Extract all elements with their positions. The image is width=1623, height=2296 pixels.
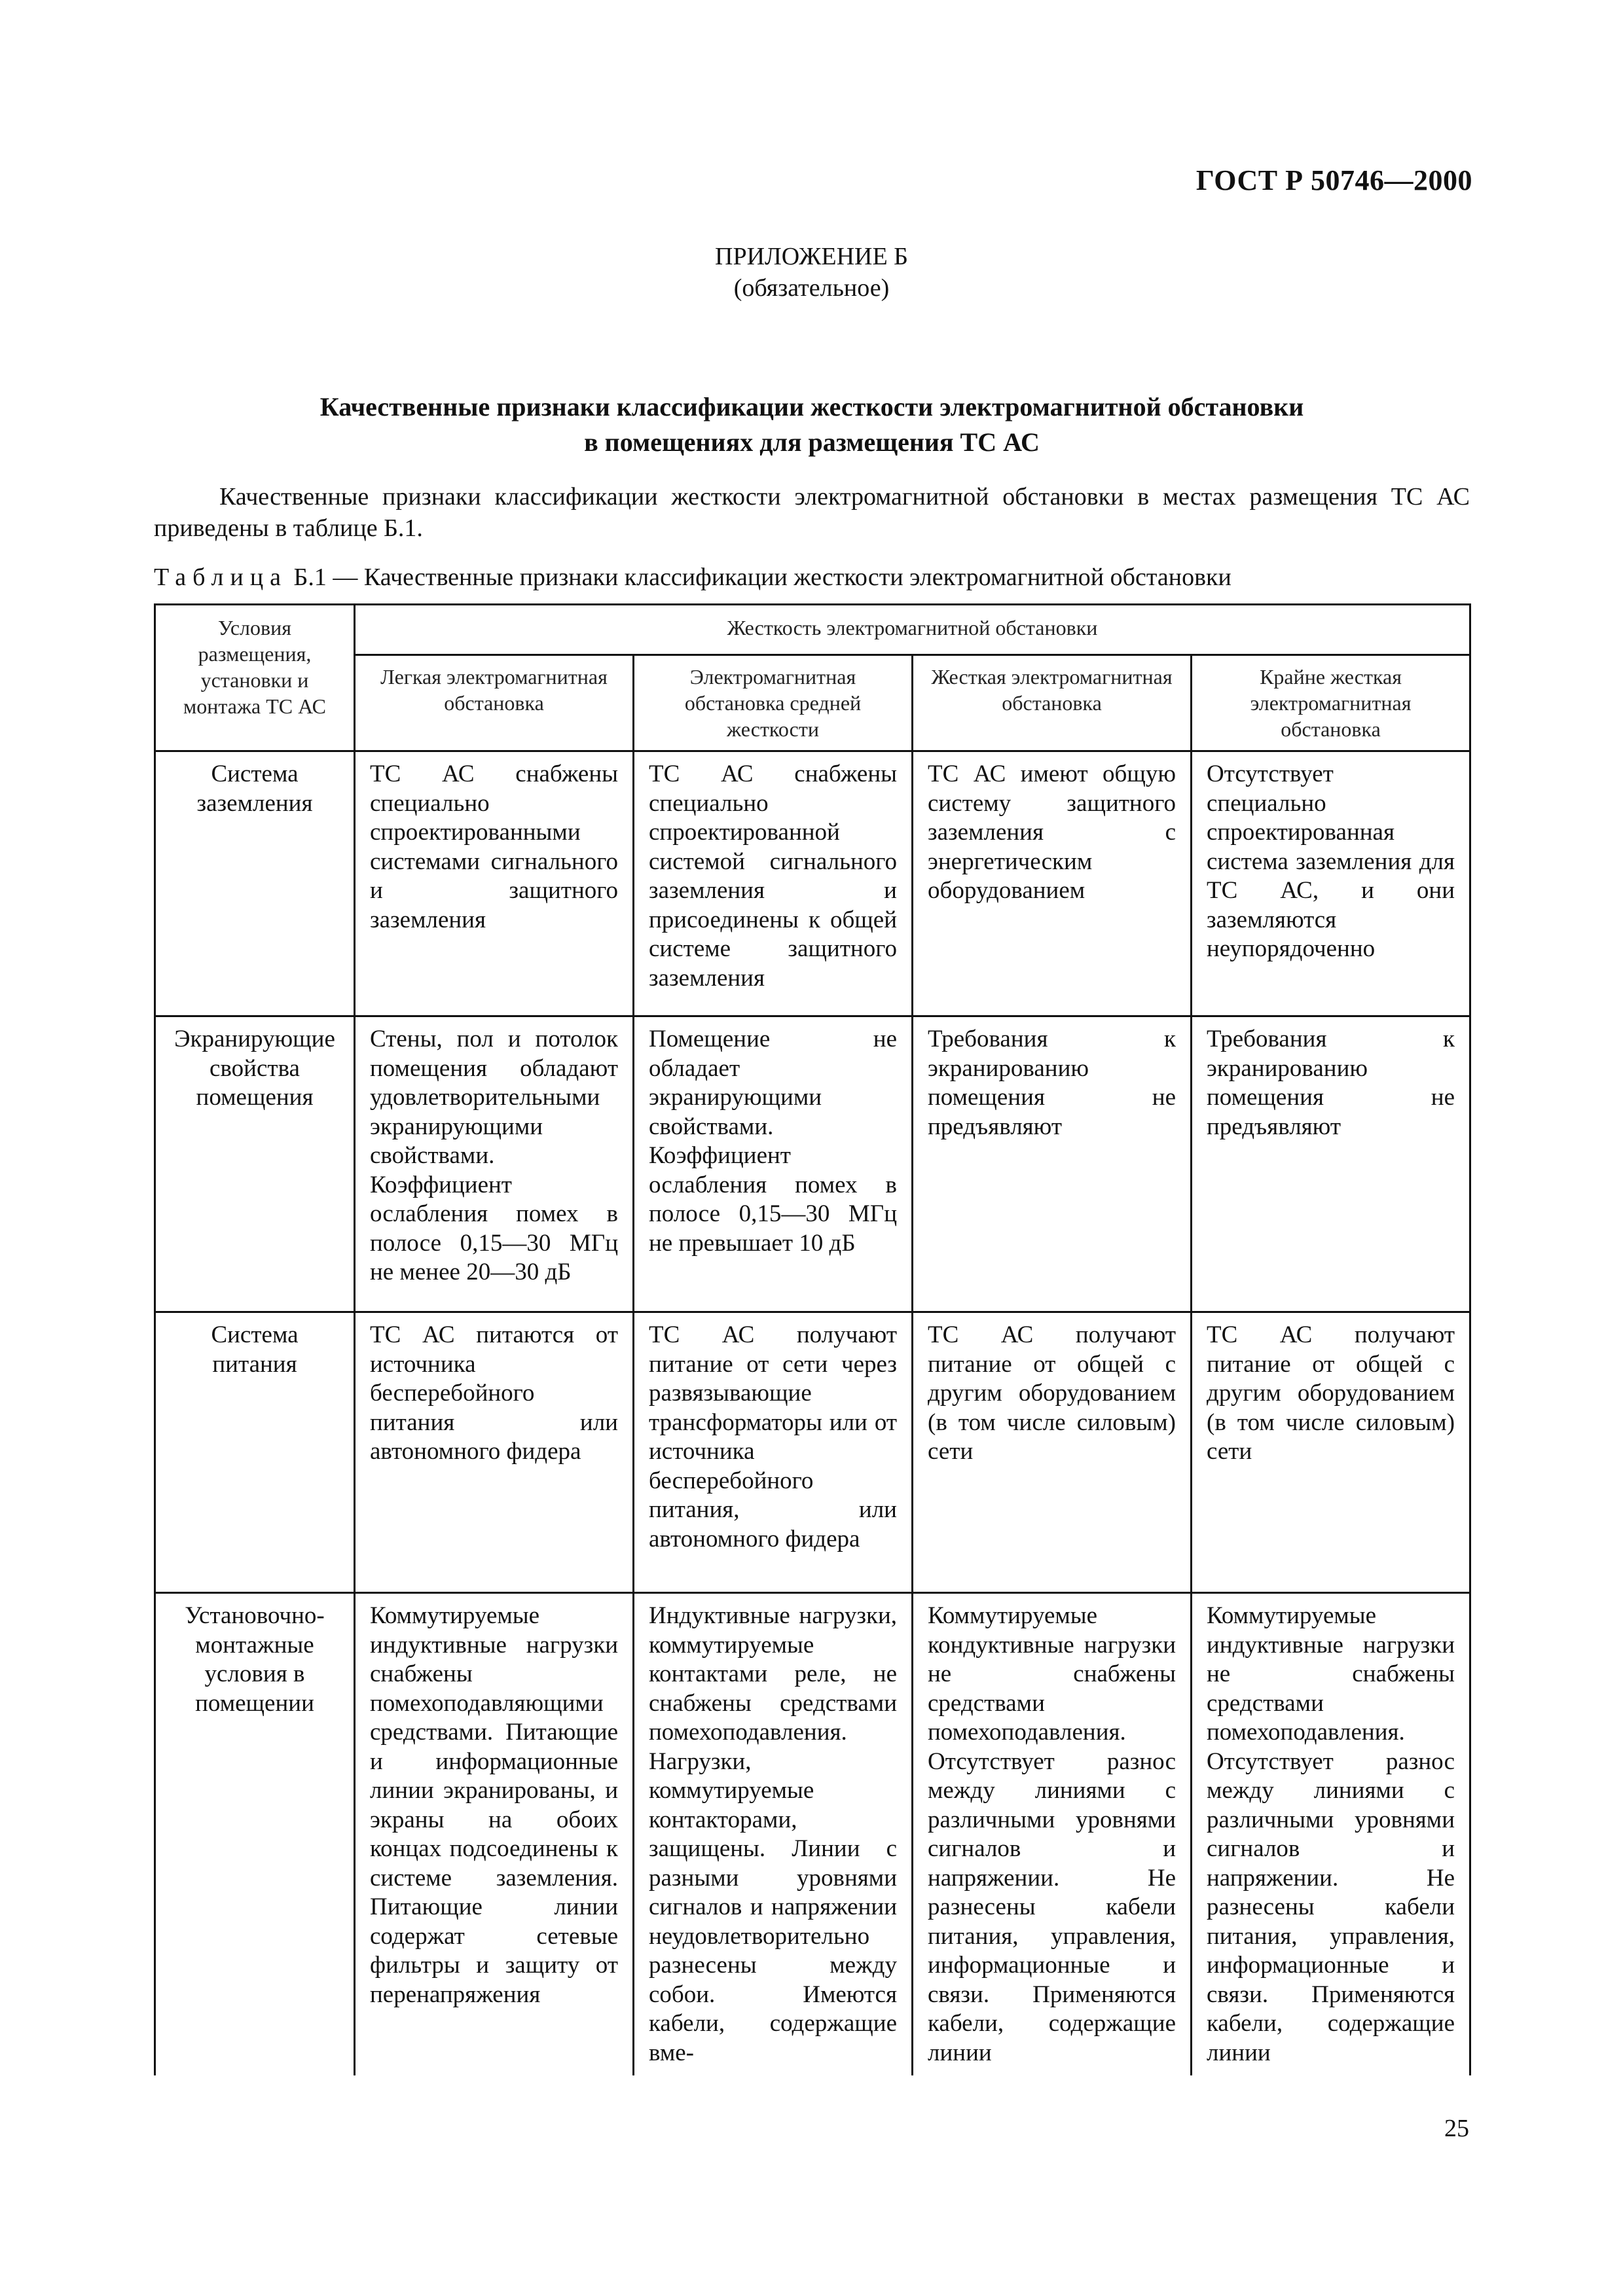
header-col-medium: Электромагнитная обстановка средней жесткости: [634, 655, 913, 751]
section-title: [236, 389, 1388, 460]
table-cell: Индуктивные нагрузки, коммутируемые контактами реле, не снабжены средствами помехоподавления. Нагрузки, коммутируемые контакторами, защищены. Линии с разными уровнями сигналов и напряжении неудовлетворительно разнесены между собои. Имеются кабели, содержащие вме-: [634, 1593, 913, 2076]
appendix-heading: [0, 241, 1623, 304]
intro-paragraph: Качественные признаки классификации жесткости электромагнитной обстановки в местах размещения ТС АС приведены в таблице Б.1.: [154, 483, 1470, 542]
table-row: [155, 1312, 1470, 1593]
section-title-line-2: в помещениях для размещения ТС АС: [584, 427, 1040, 457]
table-header-row-1: [155, 605, 1470, 655]
table-cell: Отсутствует специально спроектированная система заземления для ТС АС, и они заземляются неупорядоченно: [1192, 751, 1470, 1016]
section-title-line-1: Качественные признаки классификации жесткости электромагнитной обстановки: [319, 392, 1304, 422]
document-code: ГОСТ Р 50746—2000: [1195, 164, 1472, 196]
row-condition: Система питания: [155, 1312, 355, 1593]
row-condition: Экранирующие свойства помещения: [155, 1016, 355, 1312]
table-caption-text: Б.1 — Качественные признаки классификации жесткости электромагнитной обстановки: [287, 564, 1231, 591]
table-cell: Помещение не обладает экранирующими свойствами. Коэффициент ослабления помех в полосе 0,15—30 МГц не превышает 10 дБ: [634, 1016, 913, 1312]
classification-table: [154, 603, 1471, 2075]
table-cell: Коммутируемые индуктивные нагрузки не снабжены средствами помехоподавления. Отсутствует разнос между линиями с различными уровнями сигналов и напряжении. Не разнесены кабели питания, управления, информационные и связи. Применяются кабели, содержащие линии: [1192, 1593, 1470, 2076]
appendix-title: ПРИЛОЖЕНИЕ Б: [715, 243, 908, 270]
table-cell: ТС АС снабжены специально спроектированными системами сигнального и защитного заземления: [355, 751, 634, 1016]
table-cell: ТС АС питаются от источника бесперебойного питания или автономного фидера: [355, 1312, 634, 1593]
table-cell: Стены, пол и потолок помещения обладают удовлетворительными экранирующими свойствами. Коэффициент ослабления помех в полосе 0,15—30 МГц не менее 20—30 дБ: [355, 1016, 634, 1312]
header-col-light: Легкая электромагнитная обстановка: [355, 655, 634, 751]
table-caption-label: Таблица: [154, 564, 288, 591]
table-cell: Коммутируемые кондуктивные нагрузки не снабжены средствами помехоподавления. Отсутствует разнос между линиями с различными уровнями сигналов и напряжении. Не разнесены кабели питания, управления, информационные и связи. Применяются кабели, содержащие линии: [913, 1593, 1192, 2076]
header-col-extreme: Крайне жесткая электромагнитная обстановка: [1192, 655, 1470, 751]
table-caption: [154, 562, 1470, 593]
appendix-annotation: (обязательное): [733, 274, 890, 302]
table-cell: ТС АС имеют общую систему защитного заземления с энергетическим оборудованием: [913, 751, 1192, 1016]
table-cell: ТС АС получают питание от общей с другим оборудованием (в том числе силовым) сети: [1192, 1312, 1470, 1593]
table-row: [155, 751, 1470, 1016]
table-cell: ТС АС снабжены специально спроектированной системой сигнального заземления и присоединены к общей системе защитного заземления: [634, 751, 913, 1016]
table-cell: ТС АС получают питание от сети через развязывающие трансформаторы или от источника бесперебойного питания, или автономного фидера: [634, 1312, 913, 1593]
table-cell: Коммутируемые индуктивные нагрузки снабжены помехоподавляющими средствами. Питающие и информационные линии экранированы, и экраны на обоих концах подсоединены к системе заземления. Питающие линии содержат сетевые фильтры и защиту от перенапряжения: [355, 1593, 634, 2076]
table-cell: Требования к экранированию помещения не предъявляют: [1192, 1016, 1470, 1312]
header-conditions: Условия размещения, установки и монтажа ТС АС: [155, 605, 355, 751]
row-condition: Установочно-монтажные условия в помещении: [155, 1593, 355, 2076]
header-group: Жесткость электромагнитной обстановки: [355, 605, 1470, 655]
table-cell: ТС АС получают питание от общей с другим оборудованием (в том числе силовым) сети: [913, 1312, 1192, 1593]
table-row: [155, 1016, 1470, 1312]
row-condition: Система заземления: [155, 751, 355, 1016]
table-row: [155, 1593, 1470, 2076]
table-cell: Требования к экранированию помещения не предъявляют: [913, 1016, 1192, 1312]
header-col-hard: Жесткая электромагнитная обстановка: [913, 655, 1192, 751]
page-number: 25: [1444, 2115, 1469, 2142]
